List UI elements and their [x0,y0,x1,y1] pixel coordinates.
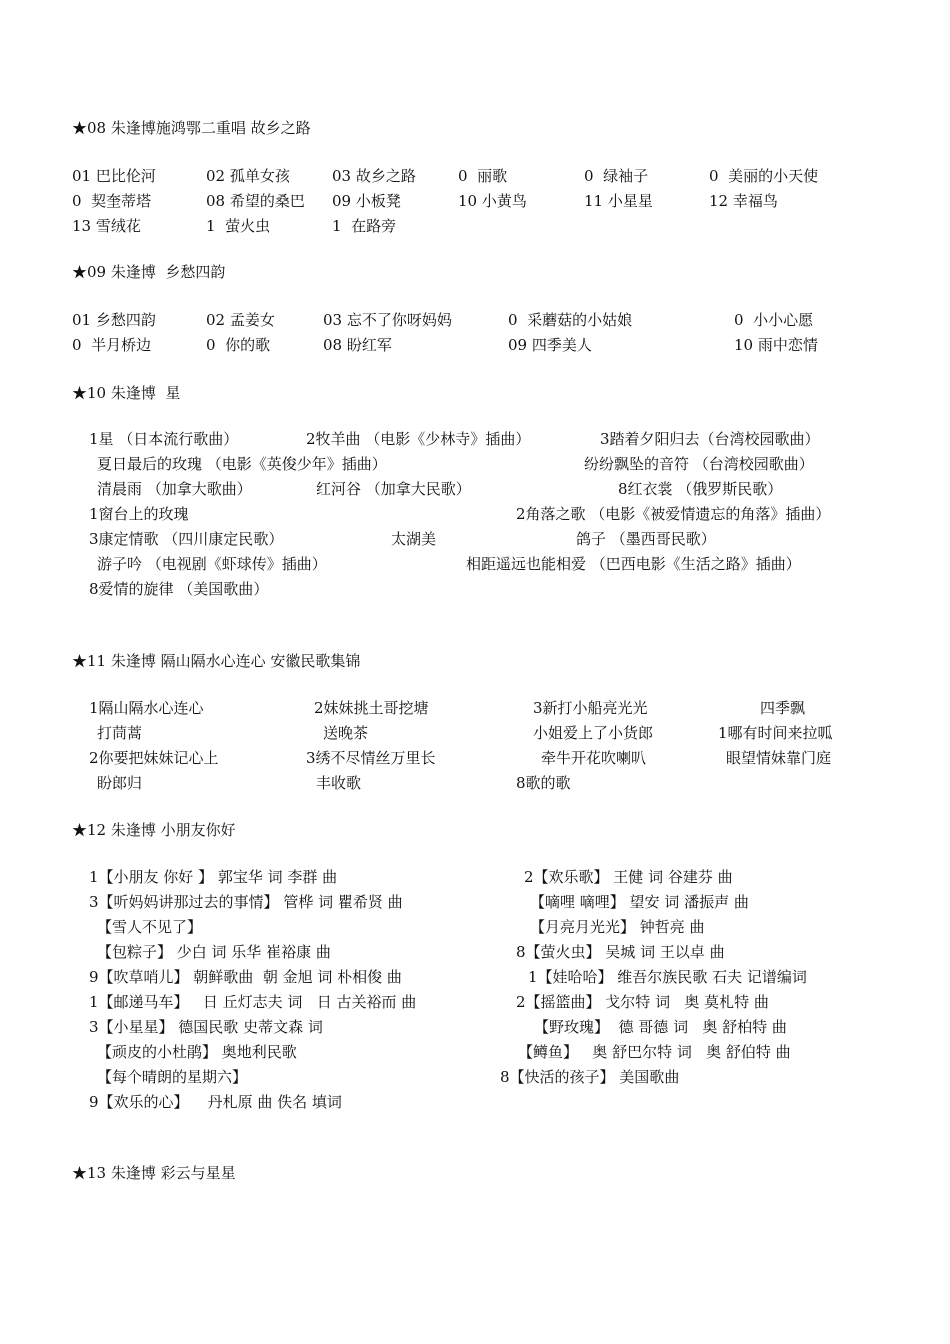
track-item: 3【听妈妈讲那过去的事情】 管桦 词 瞿希贤 曲 [89,893,403,911]
track-item: 1 萤火虫 [206,217,271,235]
track-item: 10 雨中恋情 [734,336,818,354]
track-item: 1 在路旁 [332,217,397,235]
track-item: 0 你的歌 [206,336,271,354]
track-item: 1窗台上的玫瑰 [89,505,189,523]
track-item: 09 小板凳 [332,192,401,210]
track-item: 2你要把妹妹记心上 [89,749,219,767]
track-item: 清晨雨 （加拿大歌曲） [97,480,252,498]
track-item: 3踏着夕阳归去（台湾校园歌曲） [600,430,820,448]
section-heading-09: ★09 朱逢博 乡愁四韵 [72,263,226,281]
track-item: 纷纷飘坠的音符 （台湾校园歌曲） [584,455,814,473]
track-item: 0 半月桥边 [72,336,152,354]
track-item: 09 四季美人 [508,336,592,354]
track-item: 【月亮月光光】 钟哲亮 曲 [530,918,705,936]
track-item: 【顽皮的小杜鹃】 奥地利民歌 [97,1043,297,1061]
track-item: 8歌的歌 [516,774,571,792]
track-item: 9【欢乐的心】 丹札原 曲 佚名 填词 [89,1093,342,1111]
track-item: 02 孤单女孩 [206,167,290,185]
track-item: 游子吟 （电视剧《虾球传》插曲） [97,555,327,573]
track-item: 1隔山隔水心连心 [89,699,204,717]
track-item: 盼郎归 [97,774,143,792]
track-item: 【嘀哩 嘀哩】 望安 词 潘振声 曲 [530,893,749,911]
track-item: 0 美丽的小天使 [709,167,819,185]
track-item: 08 盼红军 [323,336,392,354]
track-item: 2【摇篮曲】 戈尔特 词 奥 莫札特 曲 [516,993,769,1011]
section-heading-12: ★12 朱逢博 小朋友你好 [72,821,236,839]
track-item: 08 希望的桑巴 [206,192,305,210]
track-item: 12 幸福鸟 [709,192,778,210]
track-item: 8【快活的孩子】 美国歌曲 [500,1068,680,1086]
track-item: 03 故乡之路 [332,167,416,185]
track-item: 1星 （日本流行歌曲） [89,430,239,448]
section-heading-10: ★10 朱逢博 星 [72,384,181,402]
track-item: 【鳟鱼】 奥 舒巴尔特 词 奥 舒伯特 曲 [518,1043,791,1061]
track-item: 2角落之歌 （电影《被爱情遗忘的角落》插曲） [516,505,831,523]
track-item: 打茼蒿 [97,724,143,742]
track-item: 2牧羊曲 （电影《少林寺》插曲） [306,430,531,448]
track-item: 3新打小船亮光光 [533,699,648,717]
track-item: 小姐爱上了小货郎 [533,724,654,742]
track-item: 13 雪绒花 [72,217,141,235]
track-item: 3康定情歌 （四川康定民歌） [89,530,284,548]
track-item: 1【小朋友 你好 】 郭宝华 词 李群 曲 [89,868,338,886]
section-heading-13: ★13 朱逢博 彩云与星星 [72,1164,236,1182]
track-item: 太湖美 [391,530,437,548]
track-item: 【雪人不见了】 [97,918,203,936]
track-item: 丰收歌 [316,774,362,792]
track-item: 02 孟姜女 [206,311,275,329]
track-item: 0 绿袖子 [584,167,649,185]
track-item: 0 采蘑菇的小姑娘 [508,311,633,329]
track-item: 8爱情的旋律 （美国歌曲） [89,580,269,598]
track-item: 8【萤火虫】 吴城 词 王以卓 曲 [516,943,725,961]
track-item: 8红衣裳 （俄罗斯民歌） [618,480,783,498]
track-item: 2妹妹挑土哥挖塘 [314,699,429,717]
track-item: 四季飘 [760,699,806,717]
track-item: 眼望情妹靠门庭 [726,749,832,767]
track-item: 【野玫瑰】 德 哥德 词 奥 舒柏特 曲 [534,1018,787,1036]
track-item: 1【邮递马车】 日 丘灯志夫 词 日 古关裕而 曲 [89,993,417,1011]
track-item: 相距遥远也能相爱 （巴西电影《生活之路》插曲） [466,555,801,573]
track-item: 【每个晴朗的星期六】 [97,1068,248,1086]
track-item: 11 小星星 [584,192,653,210]
track-item: 3【小星星】 德国民歌 史蒂文森 词 [89,1018,323,1036]
track-item: 0 契奎蒂塔 [72,192,152,210]
section-heading-11: ★11 朱逢博 隔山隔水心连心 安徽民歌集锦 [72,652,361,670]
track-item: 红河谷 （加拿大民歌） [316,480,471,498]
track-item: 夏日最后的玫瑰 （电影《英俊少年》插曲） [97,455,387,473]
track-item: 03 忘不了你呀妈妈 [323,311,452,329]
track-item: 9【吹草哨儿】 朝鲜歌曲 朝 金旭 词 朴相俊 曲 [89,968,402,986]
track-item: 送晚茶 [323,724,369,742]
track-item: 鸽子 （墨西哥民歌） [576,530,716,548]
track-item: 10 小黄鸟 [458,192,527,210]
track-item: 2【欢乐歌】 王健 词 谷建芬 曲 [524,868,733,886]
track-item: 0 小小心愿 [734,311,814,329]
track-item: 1哪有时间来拉呱 [718,724,833,742]
section-heading-08: ★08 朱逢博施鸿鄂二重唱 故乡之路 [72,119,311,137]
track-item: 01 乡愁四韵 [72,311,156,329]
track-item: 3绣不尽情丝万里长 [306,749,436,767]
track-item: 牵牛开花吹喇叭 [541,749,647,767]
track-item: 01 巴比伦河 [72,167,156,185]
track-item: 【包粽子】 少白 词 乐华 崔裕康 曲 [97,943,331,961]
track-item: 0 丽歌 [458,167,508,185]
track-item: 1【娃哈哈】 维吾尔族民歌 石夫 记谱编词 [528,968,807,986]
